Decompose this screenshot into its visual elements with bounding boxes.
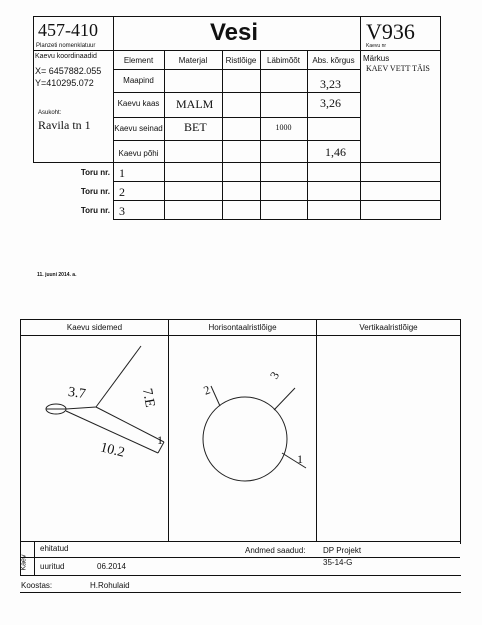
location-value: Ravila tn 1: [38, 118, 91, 132]
col-element: Element: [123, 56, 154, 65]
row-element: Maapind: [123, 76, 154, 85]
horizontal-section-sketch: [169, 336, 316, 541]
connection-label: 3.7: [67, 384, 87, 403]
panel-title-vertical: Vertikaalristlõige: [359, 323, 418, 332]
col-diameter: Läbimõõt: [267, 56, 300, 65]
row-material: MALM: [176, 97, 214, 111]
author-label: Koostas:: [21, 581, 53, 590]
page-title: Vesi: [210, 19, 259, 46]
coord-x: X= 6457882.055: [35, 66, 102, 76]
coord-y: Y=410295.072: [35, 78, 94, 88]
built-label: ehitatud: [40, 544, 69, 553]
row-material: BET: [184, 120, 207, 134]
location-label: Asukoht:: [38, 110, 62, 116]
surveyed-label: uuritud: [40, 562, 65, 571]
pipe-label: Toru nr.: [80, 187, 110, 196]
pipe-marker: 1: [297, 452, 303, 466]
project-number: 35-14-G: [323, 558, 353, 567]
col-material: Materjal: [178, 56, 208, 65]
surveyed-date: 06.2014: [97, 562, 126, 571]
row-abs: 3,23: [320, 77, 341, 91]
map-code: 457-410: [38, 20, 98, 40]
connection-label: 1: [157, 433, 163, 447]
data-source-label: Andmed saadud:: [245, 546, 306, 555]
connection-label: 7.E: [138, 387, 158, 409]
pipe-marker: 3: [267, 369, 283, 382]
row-abs: 3,26: [320, 96, 341, 110]
pipe-label: Toru nr.: [80, 206, 110, 215]
well-number: V936: [366, 19, 415, 44]
row-element: Kaevu seinad: [114, 124, 163, 133]
row-diameter: 1000: [275, 123, 292, 132]
col-abs-height: Abs. kõrgus: [312, 56, 355, 65]
nomenclature-label: Planzeti nomenklatuur: [36, 43, 96, 49]
panel-title-horizontal: Horisontaalristlõige: [208, 323, 277, 332]
notes-label: Märkus: [363, 54, 390, 63]
connections-sketch: [21, 336, 168, 541]
well-number-label: Kaevu nr: [366, 43, 387, 49]
panel-title-connections: Kaevu sidemed: [66, 323, 123, 332]
pipe-label: Toru nr.: [80, 168, 110, 177]
row-element: Kaevu põhi: [118, 149, 159, 158]
pipe-number: 2: [119, 185, 125, 199]
row-element: Kaevu kaas: [117, 99, 160, 108]
col-cross-section: Ristlõige: [225, 56, 257, 65]
notes-value: KAEV VETT TÄIS: [366, 64, 430, 73]
pipe-number: 1: [119, 166, 125, 180]
author-name: H.Rohulaid: [90, 581, 130, 590]
well-label: Kaev: [20, 554, 28, 571]
date: 11. juuni 2014. a.: [37, 272, 77, 278]
data-source: DP Projekt: [323, 546, 362, 555]
pipe-number: 3: [119, 204, 125, 218]
pipe-marker: 2: [201, 382, 213, 398]
connection-label: 10.2: [98, 440, 127, 461]
row-abs: 1,46: [325, 145, 346, 159]
coords-label: Kaevu koordinaadid: [35, 53, 97, 60]
